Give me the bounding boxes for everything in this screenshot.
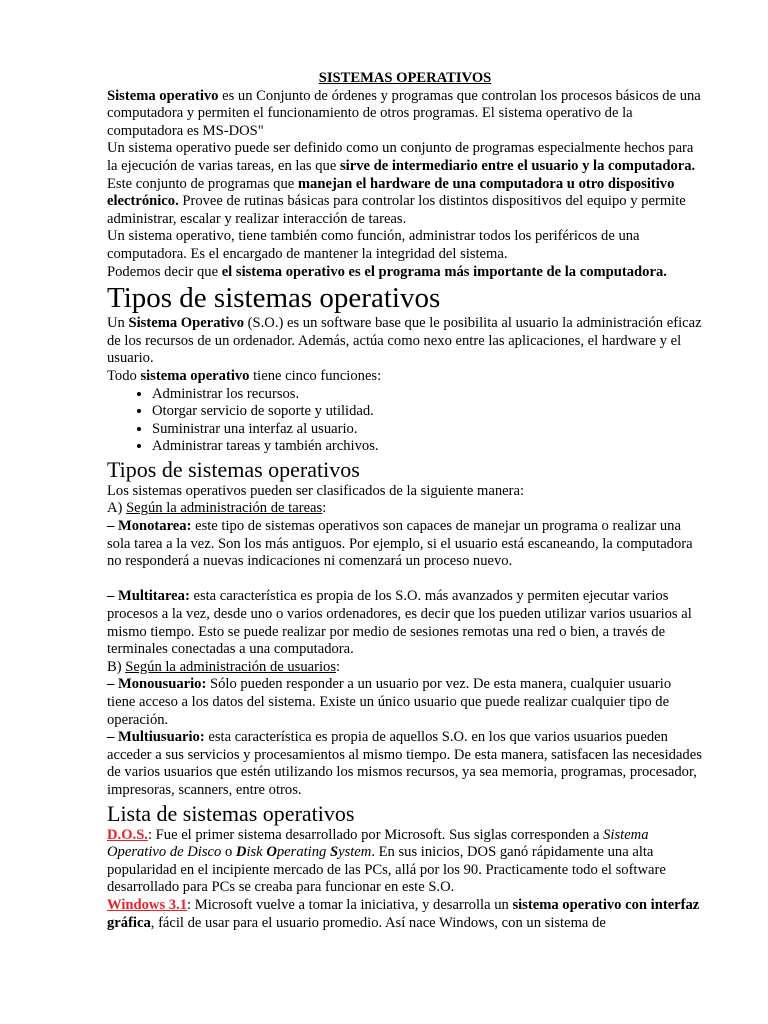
bold-run: el sistema operativo es el programa más importante de la computadora.	[221, 263, 667, 280]
intro-paragraph-4	[107, 264, 703, 282]
bold-run: sistema operativo con interfaz gráfica	[107, 896, 700, 931]
text-run: o	[221, 844, 236, 861]
functions-list	[107, 386, 703, 456]
bold-run: sistema operativo	[140, 367, 250, 384]
list-item: • Otorgar servicio de soporte y utilidad.	[152, 403, 703, 421]
section2-intro: Los sistemas operativos pueden ser clasificados de la siguiente manera:	[107, 482, 525, 499]
bold-run: Sistema Operativo	[128, 315, 245, 332]
text-run: Podemos decir que	[107, 263, 222, 280]
text-run: : Microsoft vuelve a tomar la iniciativa, y desarrolla un	[187, 896, 513, 913]
text-run: Un sistema operativo puede ser definido como un conjunto de programas especialmente hechos para la ejecución de varias tareas, en las que	[107, 140, 694, 174]
section-heading-lista: Lista de sistemas operativos	[107, 800, 355, 826]
bold-run: – Monousuario:	[107, 676, 207, 693]
underlined-run: Según la administración de usuarios	[125, 658, 337, 675]
italic-run	[236, 844, 371, 860]
italic-run: Sistema Operativo de Disco	[107, 826, 649, 861]
bold-run: manejan el hardware de una computadora u otro dispositivo electrónico.	[107, 175, 675, 210]
text-run: (S.O.) es un software base que le posibilita al usuario la administración eficaz de los recursos de un ordenador. Además, actúa como nexo entre las aplicaciones, el hardware y el usuario.	[107, 315, 702, 367]
underlined-run: Según la administración de tareas	[126, 500, 323, 517]
text-run: Sólo pueden responder a un usuario por vez. De esta manera, cualquier usuario tiene acceso a los datos del sistema. Existe un único usuario que puede realizar cualquier tipo de operación.	[107, 676, 672, 728]
section1-paragraph-2	[107, 368, 703, 386]
multitarea-paragraph	[107, 588, 703, 658]
list-item: • Suministrar una interfaz al usuario.	[152, 421, 703, 439]
classification-b	[107, 659, 703, 677]
text-run: esta característica es propia de aquellos S.O. en los que varios usuarios pueden acceder a sus servicios y procesamientos al mismo tiempo. De esta manera, satisfacen las necesidades de varios usuarios que estén utilizando los mismos recursos, ya sea memoria, programas, procesador, impresoras, scanners, entre otros.	[107, 729, 702, 798]
document-title: SISTEMAS OPERATIVOS	[318, 70, 492, 86]
intro-term: Sistema operativo	[107, 87, 219, 104]
bold-letter: S	[329, 844, 339, 861]
bold-run: – Multiusuario:	[107, 729, 205, 746]
list-item: • Administrar tareas y también archivos.	[152, 438, 703, 456]
intro-paragraph-1	[107, 88, 703, 141]
multiusuario-paragraph	[107, 729, 703, 799]
text-run: Este conjunto de programas que	[107, 175, 298, 192]
text-run: . En sus inicios, DOS ganó rápidamente una alta popularidad en el incipiente mercado de las PCs, allá por los 90. Practicamente todo el software desarrollado para PCs se creaba para funcionar en este S.O.	[107, 844, 666, 896]
list-item: • Administrar los recursos.	[152, 386, 703, 404]
text-run: , fácil de usar para el usuario promedio. Así nace Windows, con un sistema de	[150, 914, 606, 931]
text-run: :	[336, 658, 341, 675]
section-heading-tipos-2: Tipos de sistemas operativos	[107, 456, 360, 482]
bold-letter: D	[235, 844, 247, 861]
blank-line	[107, 571, 703, 589]
text-run: ystem	[338, 844, 372, 861]
text-run: Un	[107, 315, 129, 332]
intro-paragraph-3: Un sistema operativo, tiene también como función, administrar todos los periféricos de una computadora. Es el encargado de mantener la integridad del sistema.	[107, 228, 640, 262]
intro-text: es un Conjunto de órdenes y programas que controlan los procesos básicos de una computadora y permiten el funcionamiento de otros programas. El sistema operativo de la computadora es MS-DOS"	[107, 87, 701, 139]
bold-run: – Multitarea:	[107, 588, 190, 605]
text-run: isk	[246, 844, 267, 861]
monousuario-paragraph	[107, 676, 703, 729]
text-run: este tipo de sistemas operativos son capaces de manejar un programa o realizar una sola tarea a la vez. Son los más antiguos. Por ejemplo, si el usuario está escaneando, la computadora no responderá a nuevas indicaciones ni comenzará un proceso nuevo.	[107, 518, 693, 570]
bold-run: – Monotarea:	[107, 518, 192, 535]
text-run: :	[322, 500, 327, 517]
intro-paragraph-2	[107, 140, 703, 228]
text-run: Todo	[107, 367, 141, 384]
text-run: : Fue el primer sistema desarrollado por Microsoft. Sus siglas corresponden a	[147, 826, 604, 843]
text-run: perating	[276, 844, 330, 861]
dos-paragraph	[107, 827, 703, 897]
windows-paragraph	[107, 897, 703, 932]
dos-link[interactable]: D.O.S.	[107, 826, 148, 843]
document-body	[107, 70, 703, 932]
text-run: B)	[107, 658, 126, 675]
classification-a	[107, 500, 703, 518]
text-run: esta característica es propia de los S.O. más avanzados y permiten ejecutar varios procesos a la vez, desde uno o varios ordenadores, es decir que los pueden utilizar varios usuarios al mismo tiempo. Esto se puede realizar por medio de sesiones remotas una red o bien, a través de terminales conectadas a una computadora.	[107, 588, 692, 658]
bold-run: sirve de intermediario entre el usuario y la computadora.	[339, 157, 696, 174]
windows-link[interactable]: Windows 3.1	[107, 896, 188, 913]
text-run: A)	[107, 500, 127, 517]
bold-letter: O	[266, 844, 277, 861]
monotarea-paragraph	[107, 518, 703, 571]
section-heading-tipos: Tipos de sistemas operativos	[107, 282, 441, 315]
section1-paragraph-1	[107, 315, 703, 368]
text-run: tiene cinco funciones:	[249, 367, 382, 384]
text-run: Provee de rutinas básicas para controlar los distintos dispositivos del equipo y permite administrar, escalar y realizar interacción de tareas.	[107, 193, 686, 227]
